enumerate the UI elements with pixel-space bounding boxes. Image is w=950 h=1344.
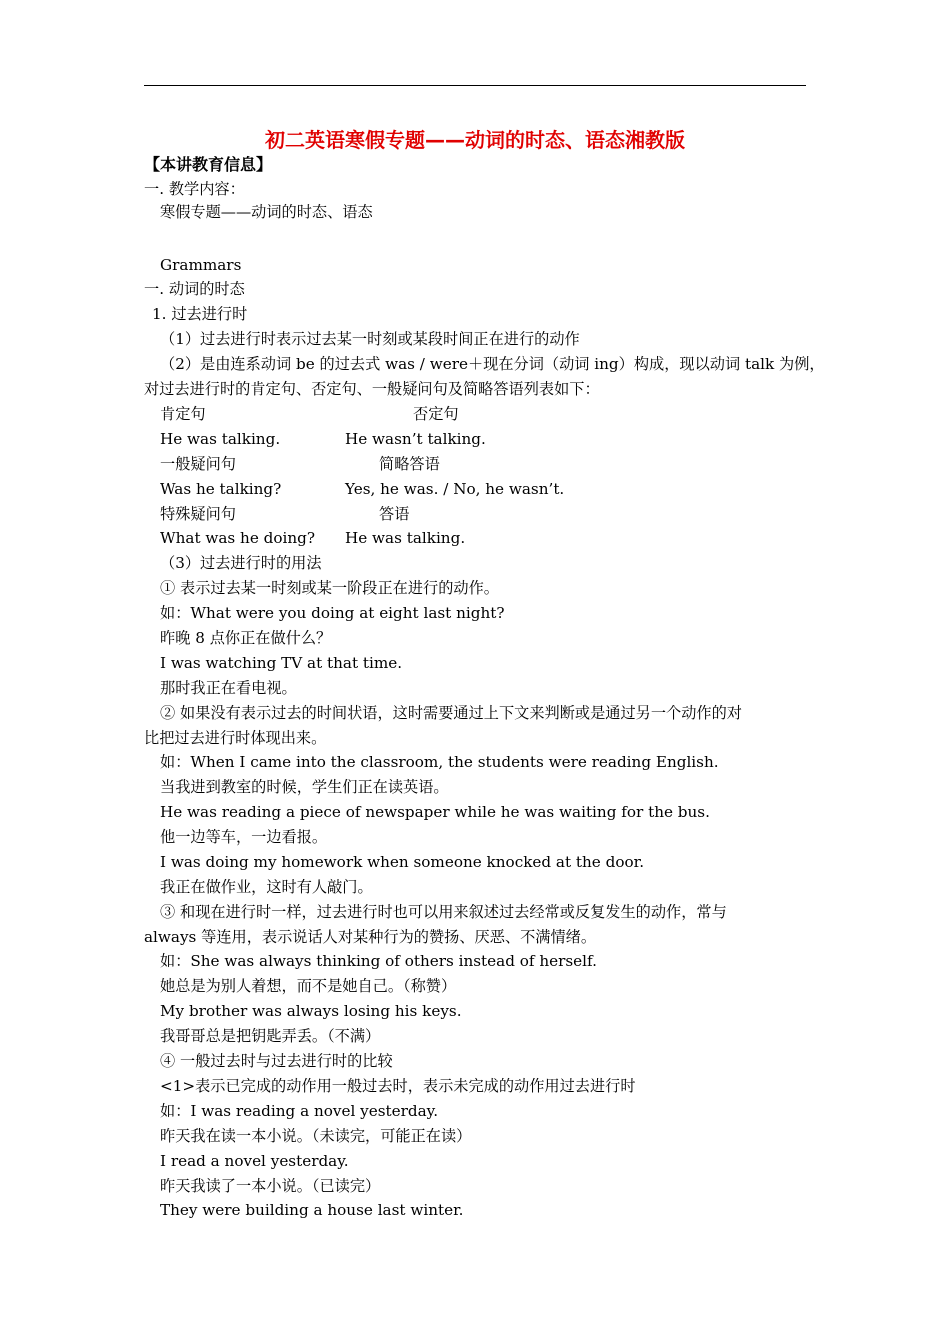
example-sentence: 如：I was reading a novel yesterday. bbox=[160, 1102, 439, 1120]
grammars-heading: Grammars bbox=[160, 256, 242, 274]
usage-2-line-1: ② 如果没有表示过去的时间状语，这时需要通过上下文来判断或是通过另一个动作的对 bbox=[160, 704, 742, 722]
usage-4: ④ 一般过去时与过去进行时的比较 bbox=[160, 1052, 393, 1070]
document-title: 初二英语寒假专题——动词的时态、语态湘教版 bbox=[265, 128, 685, 152]
usage-3-line-1: ③ 和现在进行时一样，过去进行时也可以用来叙述过去经常或反复发生的动作，常与 bbox=[160, 903, 727, 921]
example-sentence: I was doing my homework when someone knocked at the door. bbox=[160, 853, 645, 871]
teaching-content-label: 一. 教学内容： bbox=[144, 180, 245, 198]
table-cell-left: What was he doing? bbox=[160, 529, 316, 547]
example-translation: 昨天我在读一本小说。（未读完，可能正在读） bbox=[160, 1127, 472, 1145]
table-cell-right: 答语 bbox=[379, 505, 410, 523]
usage-3-line-2: always 等连用，表示说话人对某种行为的赞扬、厌恶、不满情绪。 bbox=[144, 928, 597, 946]
example-sentence: 如：When I came into the classroom, the students were reading English. bbox=[160, 753, 719, 771]
example-translation: 她总是为别人着想，而不是她自己。（称赞） bbox=[160, 977, 457, 995]
example-sentence: 如：What were you doing at eight last night? bbox=[160, 604, 505, 622]
table-cell-right: He was talking. bbox=[345, 529, 466, 547]
example-sentence: I read a novel yesterday. bbox=[160, 1152, 349, 1170]
example-sentence: They were building a house last winter. bbox=[160, 1201, 464, 1219]
usage-heading: （3）过去进行时的用法 bbox=[160, 554, 322, 572]
table-cell-left: 特殊疑问句 bbox=[160, 505, 236, 523]
header-rule bbox=[144, 85, 806, 86]
paragraph-1: （1）过去进行时表示过去某一时刻或某段时间正在进行的动作 bbox=[160, 330, 580, 348]
table-cell-left: Was he talking? bbox=[160, 480, 282, 498]
example-sentence: My brother was always losing his keys. bbox=[160, 1002, 462, 1020]
past-progressive-heading: 1. 过去进行时 bbox=[152, 305, 248, 323]
example-translation: 他一边等车，一边看报。 bbox=[160, 828, 328, 846]
example-translation: 我正在做作业，这时有人敲门。 bbox=[160, 878, 373, 896]
paragraph-2-line-1: （2）是由连系动词 be 的过去式 was / were＋现在分词（动词 ing）构成，现以动词 talk 为例， bbox=[160, 355, 825, 373]
table-cell-left: 肯定句 bbox=[160, 405, 206, 423]
table-cell-right: 简略答语 bbox=[379, 455, 440, 473]
section-header: 【本讲教育信息】 bbox=[144, 155, 273, 174]
example-translation: 当我进到教室的时候，学生们正在读英语。 bbox=[160, 778, 449, 796]
table-cell-right: Yes, he was. / No, he wasn’t. bbox=[345, 480, 565, 498]
table-cell-right: 否定句 bbox=[413, 405, 459, 423]
paragraph-2-line-2: 对过去进行时的肯定句、否定句、一般疑问句及简略答语列表如下： bbox=[144, 380, 600, 398]
example-translation: 那时我正在看电视。 bbox=[160, 679, 297, 697]
usage-2-line-2: 比把过去进行时体现出来。 bbox=[144, 729, 327, 747]
example-sentence: He was reading a piece of newspaper while he was waiting for the bus. bbox=[160, 803, 710, 821]
example-translation: 我哥哥总是把钥匙弄丢。（不满） bbox=[160, 1027, 381, 1045]
teaching-content: 寒假专题——动词的时态、语态 bbox=[160, 203, 373, 221]
table-cell-left: He was talking. bbox=[160, 430, 281, 448]
tense-heading: 一. 动词的时态 bbox=[144, 280, 245, 298]
usage-1: ① 表示过去某一时刻或某一阶段正在进行的动作。 bbox=[160, 579, 499, 597]
usage-4-point-1: <1>表示已完成的动作用一般过去时，表示未完成的动作用过去进行时 bbox=[160, 1077, 636, 1095]
table-cell-right: He wasn’t talking. bbox=[345, 430, 486, 448]
example-translation: 昨晚 8 点你正在做什么？ bbox=[160, 629, 332, 647]
table-cell-left: 一般疑问句 bbox=[160, 455, 236, 473]
example-sentence: 如：She was always thinking of others instead of herself. bbox=[160, 952, 597, 970]
example-sentence: I was watching TV at that time. bbox=[160, 654, 403, 672]
example-translation: 昨天我读了一本小说。（已读完） bbox=[160, 1177, 381, 1195]
